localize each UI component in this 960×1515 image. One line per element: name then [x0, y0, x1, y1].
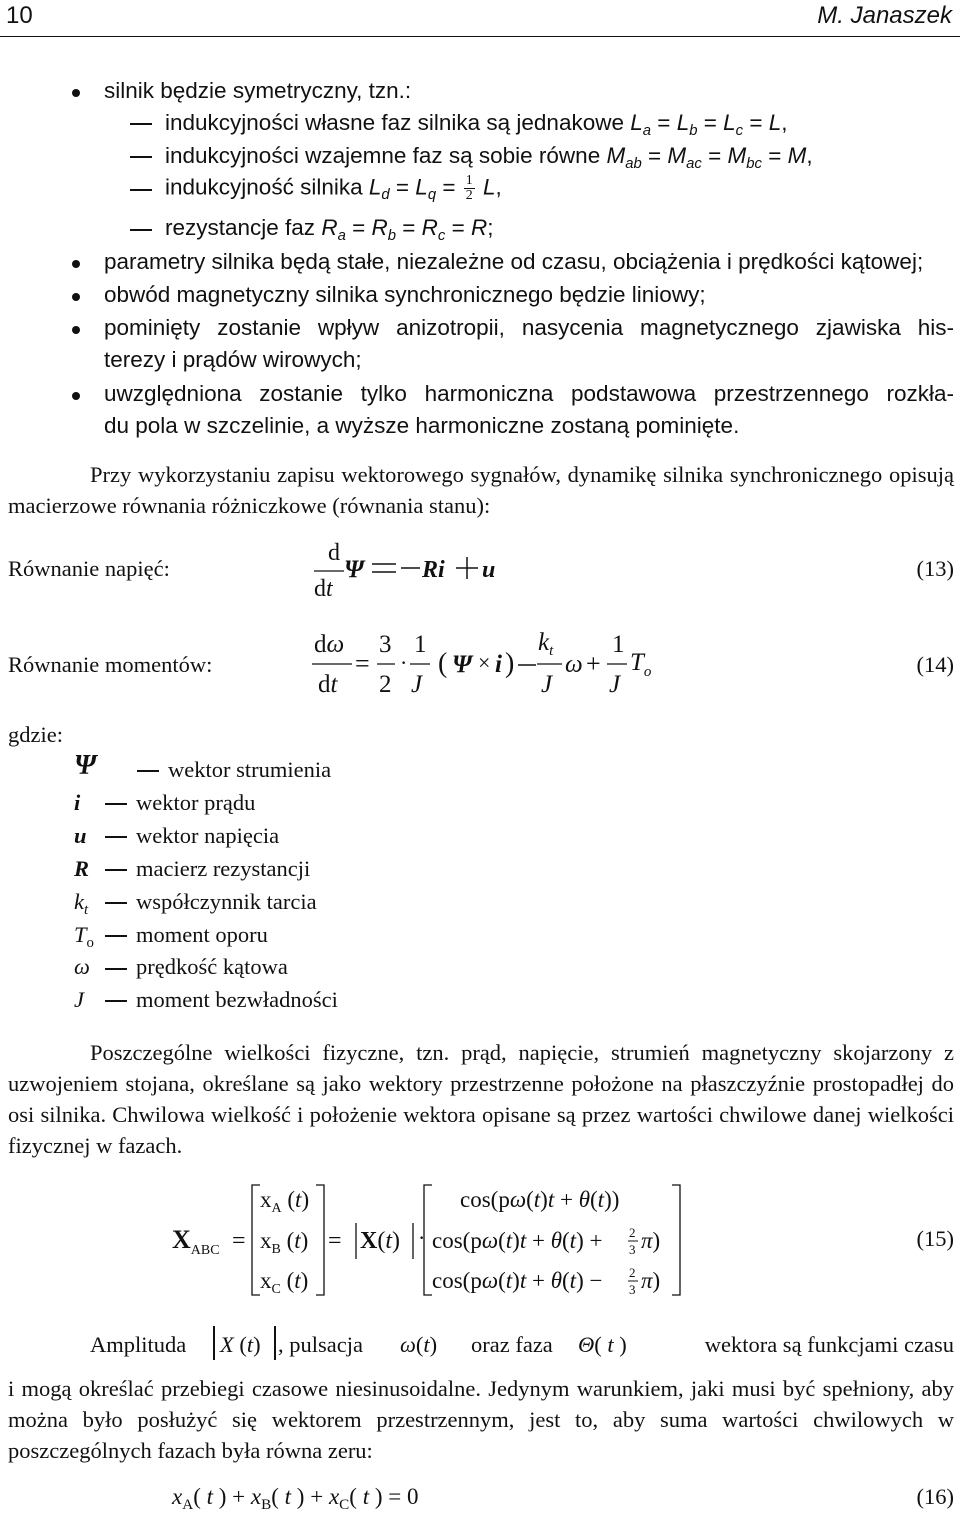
- dash-icon: [137, 770, 159, 772]
- page-number: 10: [6, 2, 33, 29]
- equation-16: $x_A$( t ) + $x_B$( t ) + $x_C$( t ) = 0: [172, 1484, 419, 1513]
- dash-icon: [105, 1000, 127, 1002]
- svg-text:2: 2: [379, 671, 392, 698]
- svg-text:J: J: [609, 671, 621, 698]
- svg-text:2: 2: [629, 1225, 636, 1240]
- svg-text:×: ×: [478, 650, 491, 675]
- dash-icon: [130, 229, 152, 231]
- list-item: uwzględniona zostanie tylko harmoniczna podstawowa przestrzennego rozkła-: [104, 381, 954, 406]
- symbol: R: [74, 856, 90, 881]
- bullet-icon: [72, 260, 80, 268]
- svg-text:1: 1: [414, 631, 427, 658]
- bullet-icon: [72, 89, 80, 97]
- dash-icon: [105, 968, 127, 970]
- list-item: indukcyjności własne faz silnika są jednakowe $L_a = L_b = L_c = L$,: [165, 110, 788, 139]
- equation-14: [300, 622, 660, 704]
- svg-text:xA (t): $x_A$ (t): [260, 1187, 310, 1216]
- svg-text:X(t): X(t): [360, 1228, 401, 1254]
- svg-text:J: J: [541, 671, 553, 698]
- svg-text:To: $T_o$: [630, 649, 652, 680]
- svg-text:π): π): [641, 1228, 661, 1253]
- symbol: $k_t$: [74, 889, 89, 918]
- svg-text:3: 3: [629, 1282, 636, 1297]
- svg-text:Ri: Ri: [422, 557, 445, 583]
- svg-text:3: 3: [629, 1242, 636, 1257]
- symbol-description: moment bezwładności: [136, 987, 338, 1012]
- list-item: silnik będzie symetryczny, tzn.:: [104, 78, 412, 103]
- equation-label: Równanie napięć:: [8, 556, 170, 581]
- svg-text:XABC: $X_{ABC}$: [172, 1225, 220, 1258]
- svg-text:dt: dt: [318, 671, 338, 698]
- equation-13: [300, 530, 540, 610]
- svg-text:=: =: [232, 1228, 246, 1254]
- inline-math: Θ( t ): [578, 1332, 627, 1357]
- svg-text:i: i: [495, 651, 502, 678]
- list-item: indukcyjność silnika $L_d = L_q$ = $\frac{1}{2}$ L,: [165, 173, 502, 204]
- abs-bar: [213, 1326, 215, 1360]
- paragraph: i mogą określać przebiegi czasowe niesinusoidalne. Jedynym warunkiem, jaki musi być spełniony, aby można było posłużyć się wektorem przestrzennym, jest to, aby suma wartości chwilowych w poszczególnych fazach była równa zeru:: [8, 1376, 954, 1463]
- svg-text:·: ·: [400, 650, 408, 675]
- list-item: obwód magnetyczny silnika synchronicznego będzie liniowy;: [104, 282, 706, 307]
- equation-15: [160, 1175, 700, 1310]
- symbol-description: prędkość kątowa: [136, 954, 288, 979]
- symbol-description: wektor prądu: [136, 790, 256, 815]
- svg-text:xC (t): $x_C$ (t): [260, 1268, 309, 1297]
- bullet-icon: [72, 392, 80, 400]
- symbol: ω: [74, 954, 90, 979]
- dash-icon: [105, 803, 127, 805]
- svg-text:3: 3: [379, 631, 392, 658]
- symbol-description: wektor napięcia: [136, 823, 280, 848]
- svg-text:cos(pω(t)t + θ(t) +: cos(pω(t)t + θ(t) +: [432, 1228, 603, 1253]
- dash-icon: [130, 123, 152, 125]
- svg-text:J: J: [411, 671, 423, 698]
- svg-text:cos(pω(t)t + θ(t) −: cos(pω(t)t + θ(t) −: [432, 1268, 603, 1293]
- svg-text:Ψ: Ψ: [344, 556, 364, 583]
- svg-text:cos(pω(t)t + θ(t)): cos(pω(t)t + θ(t)): [460, 1187, 620, 1212]
- equation-number: (15): [916, 1226, 954, 1251]
- symbol-description: macierz rezystancji: [136, 856, 311, 881]
- svg-text:): ): [505, 648, 515, 679]
- running-author: M. Janaszek: [817, 2, 952, 29]
- symbol: Ψ: [74, 750, 97, 781]
- symbol-description: współczynnik tarcia: [136, 889, 317, 914]
- svg-text:2: 2: [629, 1265, 636, 1280]
- list-item: parametry silnika będą stałe, niezależne od czasu, obciążenia i prędkości kątowej;: [104, 249, 924, 274]
- inline-math: X (t): [220, 1332, 261, 1357]
- svg-text:=: =: [355, 649, 370, 678]
- dash-icon: [130, 156, 152, 158]
- header-rule: [0, 36, 960, 37]
- paragraph: Poszczególne wielkości fizyczne, tzn. prąd, napięcie, strumień magnetyczny skojarzony z uzwojeniem stojana, określane są jako wektory przestrzenne położone na płaszczyźnie prostopadłej do osi silnika. Chwilowa wielkość i położenie wektora opisane są przez wartości chwilowe danej wielkości fizycznej w fazach.: [8, 1040, 954, 1158]
- bullet-icon: [72, 326, 80, 334]
- svg-text:ω: ω: [565, 651, 583, 678]
- equation-number: (14): [916, 652, 954, 677]
- dash-icon: [105, 836, 127, 838]
- dash-icon: [105, 935, 127, 937]
- svg-text:+: +: [586, 649, 601, 678]
- abs-bar: [274, 1326, 276, 1360]
- dash-icon: [130, 189, 152, 191]
- inline-math: ω(t): [400, 1332, 438, 1357]
- symbol-description: wektor strumienia: [168, 757, 332, 782]
- equation-number: (16): [916, 1484, 954, 1509]
- symbol: i: [74, 790, 81, 815]
- dash-icon: [105, 869, 127, 871]
- equation-number: (13): [916, 556, 954, 581]
- svg-text:dω: dω: [314, 631, 345, 658]
- symbol: J: [74, 987, 84, 1012]
- svg-text:d: d: [328, 540, 340, 566]
- svg-text:xB (t): $x_B$ (t): [260, 1228, 309, 1257]
- svg-text:·: ·: [418, 1225, 426, 1250]
- svg-text:kt: $k_t$: [538, 629, 554, 659]
- list-item: terezy i prądów wirowych;: [104, 347, 362, 372]
- paragraph: Przy wykorzystaniu zapisu wektorowego sygnałów, dynamikę silnika synchronicznego opisują macierzowe równania różniczkowe (równania stanu):: [8, 462, 954, 518]
- symbol: $T_o$: [74, 922, 94, 951]
- list-item: pominięty zostanie wpływ anizotropii, nasycenia magnetycznego zjawiska his-: [104, 315, 954, 340]
- list-item: du pola w szczelinie, a wyższe harmoniczne zostaną pominięte.: [104, 413, 740, 438]
- equation-label: Równanie momentów:: [8, 652, 213, 677]
- dash-icon: [105, 902, 127, 904]
- svg-text:1: 1: [612, 631, 625, 658]
- bullet-icon: [72, 293, 80, 301]
- symbol-description: moment oporu: [136, 922, 268, 947]
- where-label: gdzie:: [8, 722, 63, 747]
- list-item: rezystancje faz $R_a = R_b = R_c = R$;: [165, 215, 494, 244]
- svg-text:π): π): [641, 1268, 661, 1293]
- svg-text:u: u: [482, 557, 496, 583]
- svg-text:(: (: [438, 648, 448, 679]
- svg-text:dt: dt: [314, 576, 333, 602]
- svg-text:Ψ: Ψ: [452, 651, 472, 678]
- svg-text:=: =: [328, 1228, 342, 1254]
- list-item: indukcyjności wzajemne faz są sobie równe $M_{ab} = M_{ac} = M_{bc} = M$,: [165, 143, 813, 172]
- paragraph: Amplituda X (t) , pulsacja ω(t) oraz faza Θ( t ) wektora są funkcjami czasu: [8, 1326, 954, 1366]
- symbol: u: [74, 823, 87, 848]
